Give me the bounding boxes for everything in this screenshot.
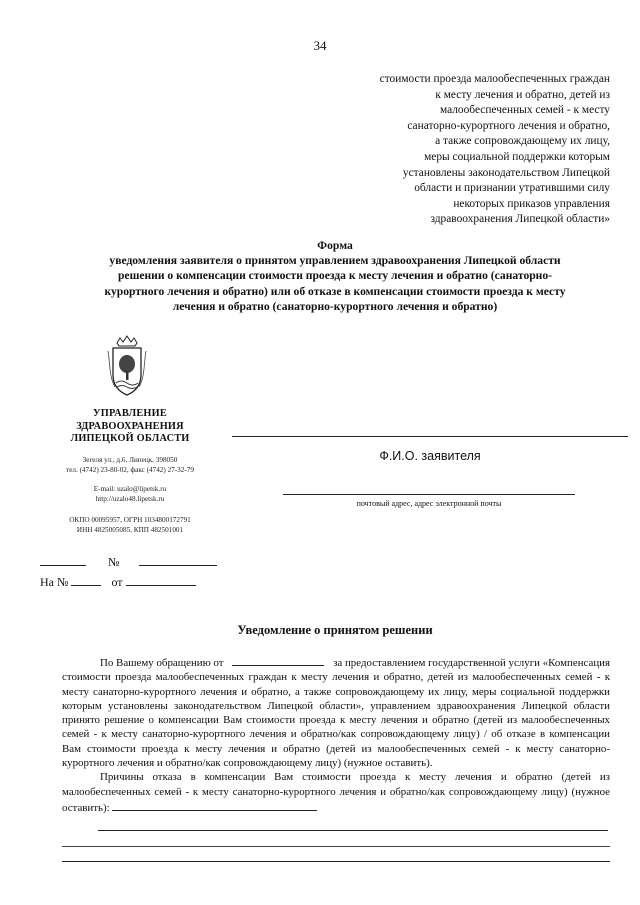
decision-paragraph	[62, 654, 610, 770]
organization-inn: ИНН 4825005085, КПП 482501001	[76, 526, 184, 534]
outgoing-number-blank	[139, 554, 217, 566]
organization-phone: тел. (4742) 23-80-02, факс (4742) 27-32-79	[66, 466, 194, 474]
notice-body	[62, 654, 610, 815]
applicant-name-line	[232, 436, 628, 437]
organization-name-line: ЛИПЕЦКОЙ ОБЛАСТИ	[70, 433, 190, 444]
reason-fill-line	[98, 830, 608, 831]
reference-from: от	[111, 575, 123, 589]
reference-prefix: На №	[40, 575, 69, 589]
refusal-reason-blank	[112, 799, 317, 811]
form-title-line: лечения и обратно (санаторно-курортного лечения и обратно)	[172, 299, 498, 313]
organization-okpo: ОКПО 00095957, ОГРН 1034800172791	[69, 516, 191, 524]
form-title	[40, 238, 630, 314]
page-number: 34	[313, 38, 327, 53]
header-line: здравоохранения Липецкой области»	[430, 213, 610, 226]
header-line: к месту лечения и обратно, детей из	[435, 88, 610, 101]
header-line: некоторых приказов управления	[453, 197, 610, 210]
header-line: стоимости проезда малообеспеченных граждан	[379, 73, 610, 85]
decision-paragraph-start: По Вашему обращению от	[100, 657, 224, 669]
coat-of-arms-emblem	[106, 335, 148, 397]
form-title-line: курортного лечения и обратно) или об отказе в компенсации стоимости проезда к месту	[104, 284, 566, 298]
header-line: меры социальной поддержки которым	[424, 150, 610, 163]
applicant-name-label: Ф.И.О. заявителя	[379, 449, 481, 463]
notice-title: Уведомление о принятом решении	[237, 623, 433, 637]
header-line: установлены законодательством Липецкой	[402, 166, 610, 179]
header-reference-block	[290, 72, 610, 228]
header-line: санаторно-курортного лечения и обратно,	[407, 119, 610, 132]
organization-name-line: ЗДРАВООХРАНЕНИЯ	[76, 420, 184, 432]
organization-name	[40, 408, 220, 446]
organization-website: http://uzalo48.lipetsk.ru	[95, 495, 165, 503]
outgoing-date-blank	[40, 554, 86, 566]
form-title-line: Форма	[317, 239, 353, 252]
organization-name-line: УПРАВЛЕНИЕ	[93, 408, 167, 419]
header-line: малообеспеченных семей - к месту	[439, 104, 610, 117]
reason-fill-line	[62, 846, 610, 847]
incoming-reference-row	[40, 574, 240, 590]
applicant-address-label: почтовый адрес, адрес электронной почты	[356, 499, 502, 508]
reference-number-blank	[71, 574, 101, 586]
refusal-reasons-text: Причины отказа в компенсации Вам стоимости проезда к месту лечения и обратно (детей из малообеспеченных семей - к месту санаторно-курортного лечения и обратно/как сопровождающему лицу) (нужное оставить):	[62, 771, 610, 814]
refusal-reasons-paragraph	[62, 770, 610, 815]
header-line: а также сопровождающему их лицу,	[435, 135, 610, 148]
number-sign: №	[108, 555, 120, 569]
form-title-line: уведомления заявителя о принятом управлением здравоохранения Липецкой области	[109, 254, 561, 268]
decision-paragraph-rest: за предоставлением государственной услуги «Компенсация стоимости проезда малообеспеченных граждан к месту лечения и обратно, детей из малообеспеченных семей - к месту санаторно-курортного лечения и обратно, а также сопровождающему их лицу, меры социальной поддержки которым установлены законодательством Липецкой области», управлением здравоохранения Липецкой области принято решение о компенсации Вам стоимости проезда к месту лечения и обратно (детей из малообеспеченных семей - к месту санаторно-курортного лечения и обратно/как сопровождающему лицу) / об отказе в компенсации Вам стоимости проезда к месту лечения и обратно (детей из малообеспеченных семей - к месту санаторно-курортного лечения и обратно/как сопровождающему лицу) (нужное оставить).	[62, 657, 610, 770]
header-line: области и признании утратившими силу	[414, 182, 610, 195]
organization-email: E-mail: uzalo@lipetsk.ru	[93, 485, 167, 493]
organization-address: Зегеля ул., д.6, Липецк, 398050	[82, 456, 178, 464]
request-date-blank	[232, 654, 324, 666]
reason-fill-line	[62, 861, 610, 862]
outgoing-number-row	[40, 554, 240, 570]
form-title-line: решении о компенсации стоимости проезда к месту лечения и обратно (санаторно-	[117, 269, 553, 283]
reference-date-blank	[126, 574, 196, 586]
applicant-address-line	[283, 494, 575, 495]
